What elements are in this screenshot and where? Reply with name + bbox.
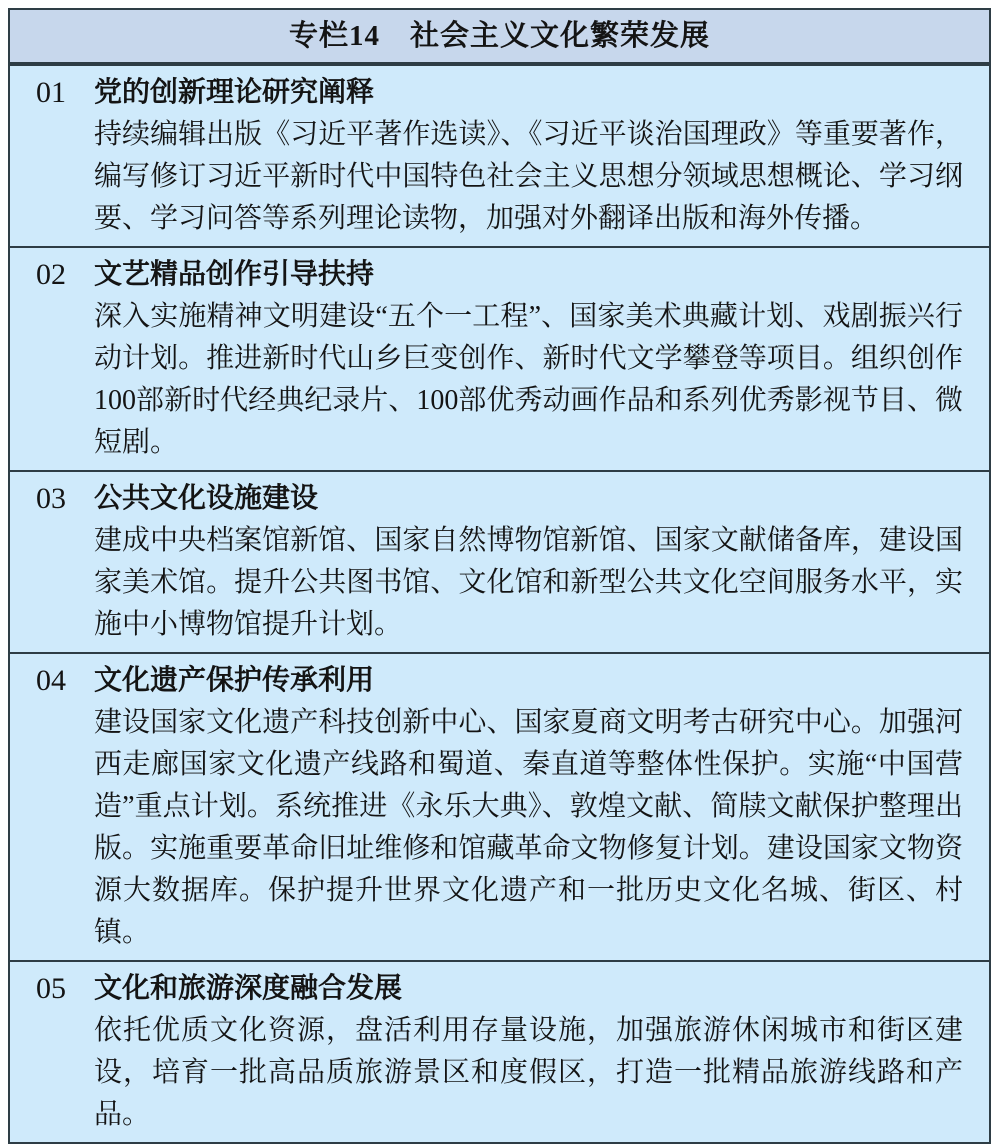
section-heading: 党的创新理论研究阐释 [94,77,375,108]
section-03 [10,470,989,652]
section-number: 04 [36,664,66,697]
section-body: 建设国家文化遗产科技创新中心、国家夏商文明考古研究中心。加强河西走廊国家文化遗产线路和蜀道、秦直道等整体性保护。实施“中国营造”重点计划。系统推进《永乐大典》、敦煌文献、简牍文献保护整理出版。实施重要革命旧址维修和馆藏革命文物修复计划。建设国家文物资源大数据库。保护提升世界文化遗产和一批历史文化名城、街区、村镇。 [94,707,963,948]
panel-title: 专栏14 社会主义文化繁荣发展 [288,20,710,52]
section-heading: 文化遗产保护传承利用 [94,665,375,696]
section-body: 建成中央档案馆新馆、国家自然博物馆新馆、国家文献储备库，建设国家美术馆。提升公共图书馆、文化馆和新型公共文化空间服务水平，实施中小博物馆提升计划。 [94,525,963,640]
section-heading: 公共文化设施建设 [94,483,319,514]
section-number: 02 [36,258,66,291]
panel-header [10,10,989,64]
section-body: 依托优质文化资源，盘活利用存量设施，加强旅游休闲城市和街区建设，培育一批高品质旅游景区和度假区，打造一批精品旅游线路和产品。 [94,1015,963,1130]
section-number: 03 [36,482,66,515]
section-number: 05 [36,972,66,1005]
section-number: 01 [36,76,66,109]
section-01 [10,64,989,246]
panel-column-14 [8,8,991,1144]
section-content [94,968,963,1136]
section-04 [10,652,989,960]
section-body: 持续编辑出版《习近平著作选读》、《习近平谈治国理政》等重要著作，编写修订习近平新时代中国特色社会主义思想分领域思想概论、学习纲要、学习问答等系列理论读物，加强对外翻译出版和海外传播。 [94,119,963,234]
section-heading: 文艺精品创作引导扶持 [94,259,375,290]
section-heading: 文化和旅游深度融合发展 [94,973,403,1004]
section-05 [10,960,989,1142]
section-content [94,660,963,954]
section-02 [10,246,989,470]
section-body: 深入实施精神文明建设“五个一工程”、国家美术典藏计划、戏剧振兴行动计划。推进新时代山乡巨变创作、新时代文学攀登等项目。组织创作100部新时代经典纪录片、100部优秀动画作品和系列优秀影视节目、微短剧。 [94,301,963,458]
section-content [94,478,963,646]
section-content [94,72,963,240]
section-content [94,254,963,464]
